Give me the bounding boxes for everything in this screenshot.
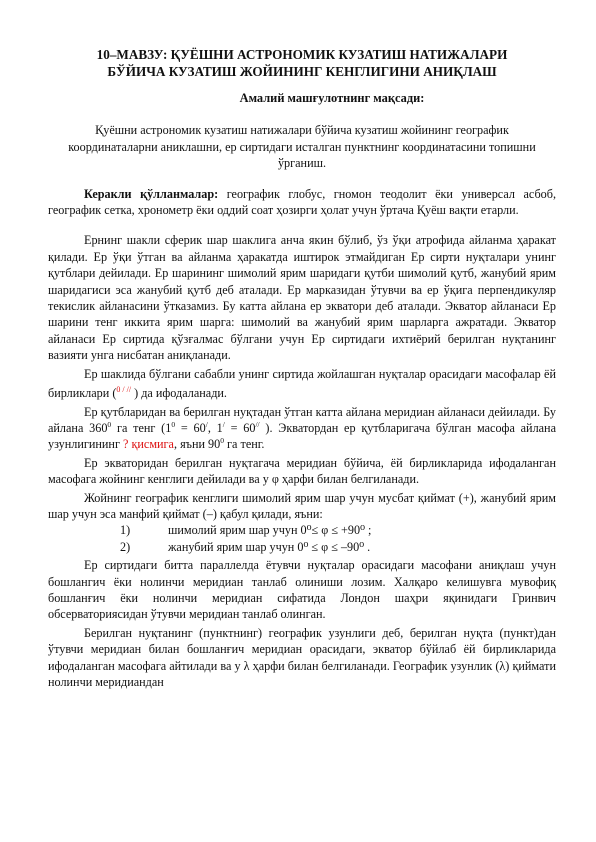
paragraph-3 bbox=[48, 404, 556, 453]
goal-heading: Амалий машғулотнинг мақсади: bbox=[239, 91, 425, 105]
paragraph-7: Берилган нуқтанинг (пунктнинг) географик узунлиги деб, берилган нуқта (пункт)дан ўтувчи меридиан билан бошланғич меридиан орасидаги, экватор бўйлаб ёй бирликларида ифодаланган масофага айтилади ва у λ ҳарфи билан белгиланади. Географик узунлик (λ) қиймати нолинчи меридиандан bbox=[48, 625, 556, 690]
p3-text-c: = 60 bbox=[175, 420, 206, 435]
list-item bbox=[48, 539, 556, 555]
paragraph-5: Жойнинг географик кенглиги шимолий ярим шар учун мусбат қиймат (+), жанубий ярим шар учун эса манфий қиймат (–) қабул қилади, яъни: bbox=[48, 490, 556, 521]
degree-sup: 0 bbox=[107, 419, 112, 429]
p3-text-g: , яъни 90 bbox=[173, 437, 221, 452]
p3-text-a: Ер қутбларидан ва берилган нуқтадан ўтган катта айлана меридиан айланаси дейилади. Бу айлана 360 bbox=[48, 404, 556, 435]
degree-sup: 0 bbox=[171, 419, 176, 429]
paragraph-1: Ернинг шакли сферик шар шаклига анча якин бўлиб, ўз ўқи атрофида айланма ҳаракат қилади. Ер ўқи ўтган ва айланма ҳаракатда иштирок этмайдиган Ер сирти нуқталари унинг қутблари дейилади. Ер шарининг шимолий ярим шаридаги қутби шимолий қутб, жанубий ярим шаридагиси эса жанубий қутб деб аталади. Ер марказидан ўтувчи ва ер ўқига перпендикуляр текислик айланасини ўтказамиз. Бу катта айлана ер экватори деб аталади. Экватор айланаси Ер шарини тенг иккита ярим шарга: шимолий ва жанубий ярим шарларга ажратади. Экватор айланаси Ер сиртида қўзғалмас бўлгани учун Ер сиртидаги ихтиёрий берилган нуқтанинг вазияти унга нисбатан аниқланади. bbox=[48, 233, 556, 363]
tools-text: географик глобус, гномон теодолит ёки универсал асбоб, географик сетка, хронометр ёки оддий соат ҳозирги ҳолат учун ўртача Қуёш вақти етарли. bbox=[48, 186, 556, 218]
list-number: 2) bbox=[120, 539, 131, 554]
p2-text-a: Ер шаклида бўлгани сабабли унинг сиртида жойлашган нуқталар орасидаги масофалар ёй бирликлари ( bbox=[48, 366, 556, 401]
p3-text-d: , 1 bbox=[207, 420, 223, 435]
list-number: 1) bbox=[120, 523, 131, 538]
arc-units: 0 / // bbox=[116, 385, 132, 395]
p3-text-b: га тенг (1 bbox=[111, 420, 172, 435]
tools-paragraph bbox=[48, 186, 556, 219]
p3-text-e: = 60 bbox=[224, 420, 256, 435]
paragraph-2 bbox=[48, 366, 556, 402]
page-title bbox=[48, 46, 556, 80]
title-line-1: 10–МАВЗУ: ҚУЁШНИ АСТРОНОМИК КУЗАТИШ НАТИЖАЛАРИ bbox=[96, 47, 508, 62]
list-text: шимолий ярим шар учун 0⁰≤ φ ≤ +90⁰ ; bbox=[168, 523, 372, 538]
fraction-text: ? қисмига bbox=[123, 437, 174, 452]
degree-sup: 0 bbox=[220, 436, 224, 446]
tools-label: Керакли қўлланмалар: bbox=[84, 186, 219, 201]
p3-text-h: га тенг. bbox=[224, 437, 265, 452]
p3-text-f: ). Экватордан ер қутбларигача бўлган масофа айлана узунлигининг bbox=[48, 420, 556, 452]
title-line-2: БЎЙИЧА КУЗАТИШ ЖОЙИНИНГ КЕНГЛИГИНИ АНИҚЛАШ bbox=[107, 64, 497, 79]
minute-sup: / bbox=[222, 419, 225, 429]
list-text: жанубий ярим шар учун 0⁰ ≤ φ ≤ –90⁰ . bbox=[168, 539, 371, 554]
paragraph-4: Ер экваторидан берилган нуқтагача меридиан бўйича, ёй бирликларида ифодаланган масофага жойнинг кенглиги дейилади ва у φ ҳарфи билан белгиланади. bbox=[48, 455, 556, 487]
list-item bbox=[48, 522, 556, 538]
p2-text-b: ) да ифодаланади. bbox=[131, 386, 227, 401]
minute-sup: / bbox=[205, 419, 208, 429]
goal-text: Қуёшни астрономик кузатиш натижалари бўйича кузатиш жойининг географик координаталарни аниклашни, ер сиртидаги исталган пунктнинг координатасини топишни ўрганиш. bbox=[68, 123, 536, 171]
second-sup: // bbox=[255, 419, 260, 429]
paragraph-6: Ер сиртидаги битта параллелда ётувчи нуқталар орасидаги масофани аниқлаш учун бошлангич ёки нолинчи меридиан танлаб олиниши лозим. Халқаро келишувга мувофиқ бошланғич ёки нолинчи меридиан сифатида Лондон шаҳри яқинидаги Гринвич обсерваториясидан ўтувчи меридиан танлаб олинган. bbox=[48, 558, 556, 622]
